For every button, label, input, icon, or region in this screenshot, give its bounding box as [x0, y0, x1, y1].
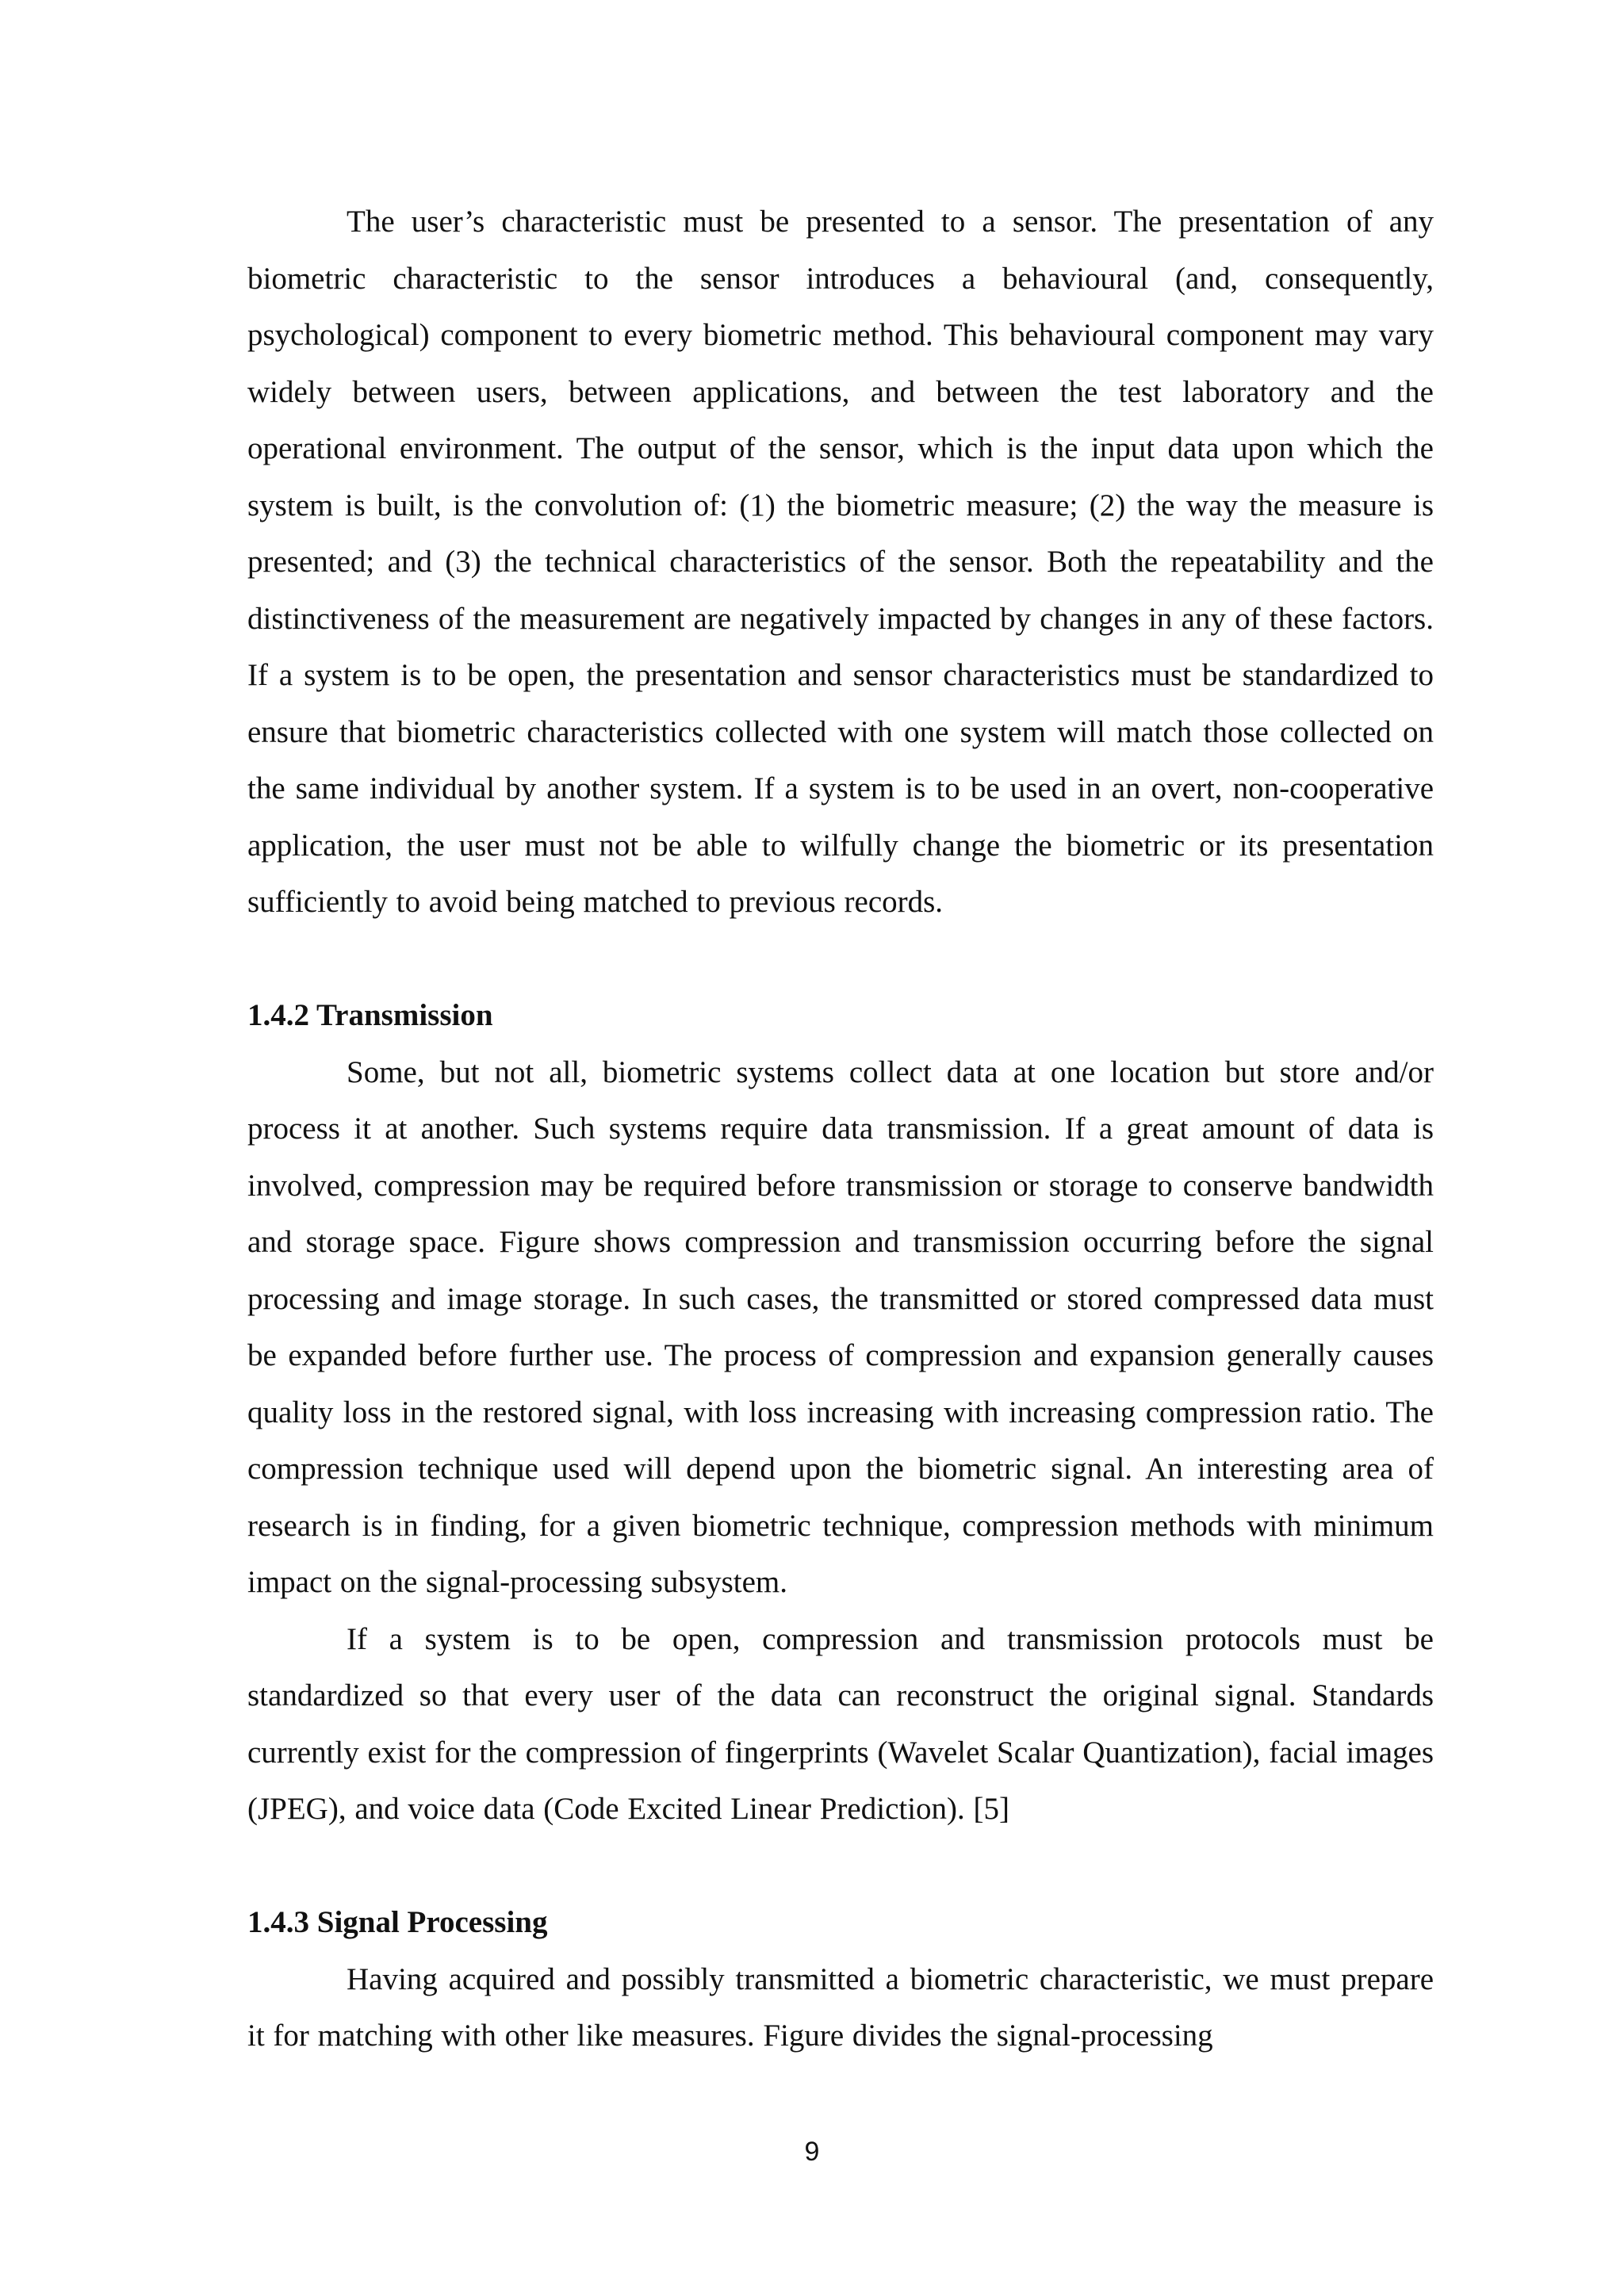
- section-spacer: [247, 1838, 1434, 1895]
- page-body: [247, 193, 1434, 2064]
- section-spacer: [247, 931, 1434, 988]
- transmission-paragraph-2: If a system is to be open, compression and transmission protocols must be standardized so that every user of the data can reconstruct the original signal. Standards currently exist for the compression of fingerprints (Wavelet Scalar Quantization), facial images (JPEG), and voice data (Code Excited Linear Prediction). [5]: [247, 1621, 1434, 1826]
- section-heading-transmission: 1.4.2 Transmission: [247, 998, 493, 1032]
- intro-paragraph: The user’s characteristic must be presented to a sensor. The presentation of any biometric characteristic to the sensor introduces a behavioural (and, consequently, psychological) component to every biometric method. This behavioural component may vary widely between users, between applications, and between the test laboratory and the operational environment. The output of the sensor, which is the input data upon which the system is built, is the convolution of: (1) the biometric measure; (2) the way the measure is presented; and (3) the technical characteristics of the sensor. Both the repeatability and the distinctiveness of the measurement are negatively impacted by changes in any of these factors. If a system is to be open, the presentation and sensor characteristics must be standardized to ensure that biometric characteristics collected with one system will match those collected on the same individual by another system. If a system is to be used in an overt, non-cooperative application, the user must not be able to wilfully change the biometric or its presentation sufficiently to avoid being matched to previous records.: [247, 205, 1434, 919]
- page-number: 9: [804, 2137, 820, 2167]
- section-heading-signal-processing: 1.4.3 Signal Processing: [247, 1905, 548, 1939]
- transmission-paragraph-1: Some, but not all, biometric systems collect data at one location but store and/or process it at another. Such systems require data transmission. If a great amount of data is involved, compression may be required before transmission or storage to conserve bandwidth and storage space. Figure shows compression and transmission occurring before the signal processing and image storage. In such cases, the transmitted or stored compressed data must be expanded before further use. The process of compression and expansion generally causes quality loss in the restored signal, with loss increasing with increasing compression ratio. The compression technique used will depend upon the biometric signal. An interesting area of research is in finding, for a given biometric technique, compression methods with minimum impact on the signal-processing subsystem.: [247, 1054, 1434, 1599]
- signal-processing-paragraph-1: Having acquired and possibly transmitted a biometric characteristic, we must prepare it for matching with other like measures. Figure divides the signal-processing: [247, 1961, 1434, 2053]
